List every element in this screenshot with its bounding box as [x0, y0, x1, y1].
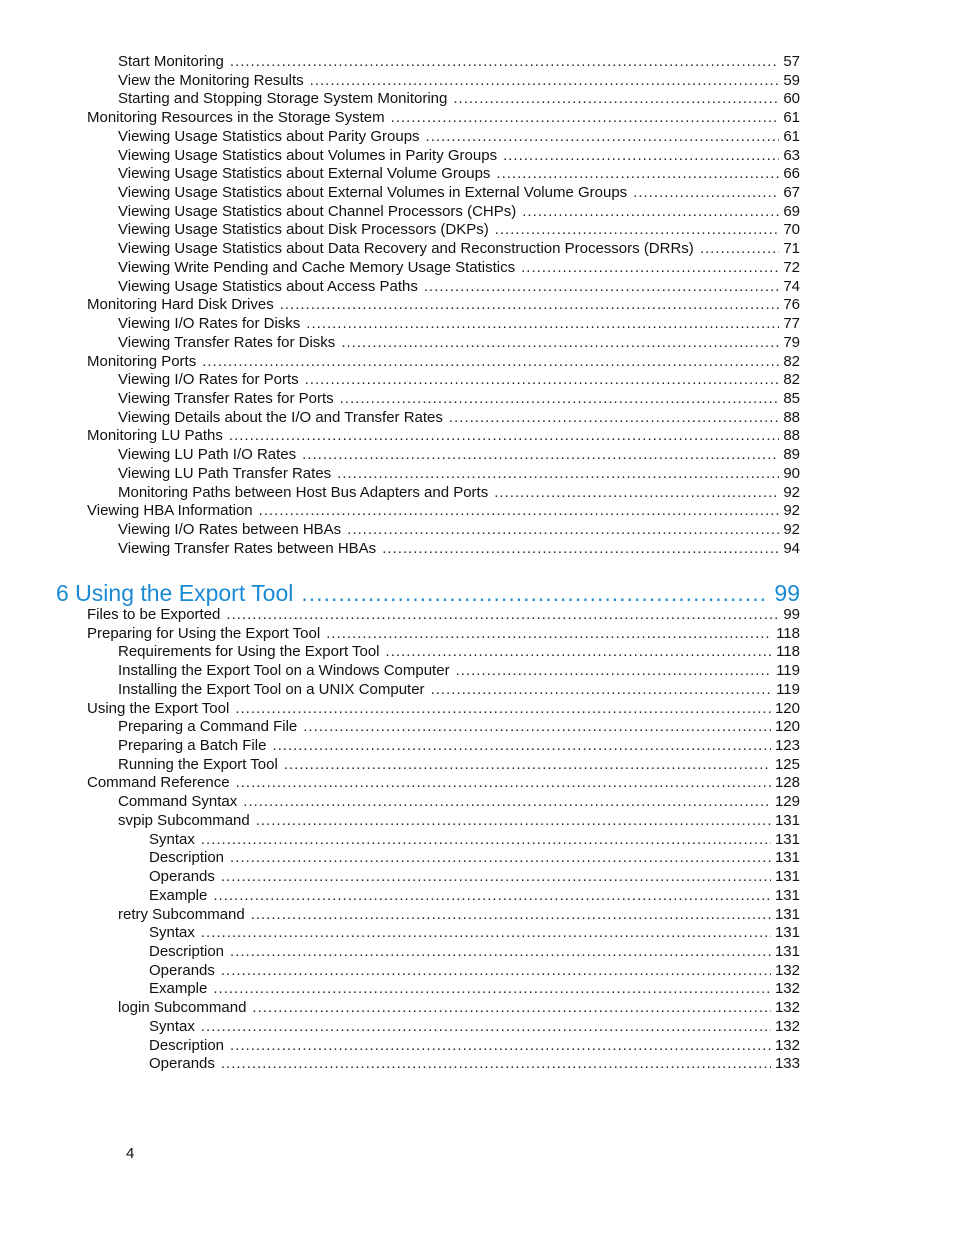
leader-dots — [201, 831, 771, 850]
toc-entry-title: Monitoring Hard Disk Drives — [87, 296, 274, 314]
leader-dots — [522, 203, 779, 222]
leader-dots — [426, 128, 780, 147]
leader-dots — [494, 484, 779, 503]
leader-dots — [337, 465, 779, 484]
leader-dots — [201, 924, 771, 943]
toc-entry-title: Starting and Stopping Storage System Monitoring — [118, 90, 448, 108]
toc-entry[interactable] — [118, 165, 800, 184]
toc-entry-title: svpip Subcommand — [118, 811, 250, 829]
toc-entry[interactable] — [118, 540, 800, 559]
toc-entry[interactable] — [118, 72, 800, 91]
toc-entry-page-number: 88 — [783, 427, 800, 445]
toc-entry[interactable] — [149, 924, 800, 943]
leader-dots — [235, 700, 771, 719]
leader-dots — [236, 774, 771, 793]
toc-entry-page-number: 131 — [774, 849, 800, 867]
leader-dots — [229, 427, 779, 446]
toc-entry-page-number: 63 — [783, 146, 800, 164]
leader-dots — [280, 296, 780, 315]
toc-entry[interactable] — [118, 718, 800, 737]
toc-entry-page-number: 99 — [783, 606, 800, 623]
leader-dots — [230, 53, 779, 72]
toc-entry-page-number: 132 — [774, 1017, 800, 1035]
toc-entry[interactable] — [87, 296, 800, 315]
toc-entry[interactable] — [149, 887, 800, 906]
leader-dots — [221, 868, 771, 887]
toc-entry-title: View the Monitoring Results — [118, 71, 304, 89]
toc-entry[interactable] — [149, 1037, 800, 1056]
toc-entry-page-number: 82 — [783, 371, 800, 389]
chapter-page-number: 99 — [774, 580, 800, 606]
toc-entry[interactable] — [118, 203, 800, 222]
leader-dots — [496, 165, 779, 184]
toc-entry-title: Operands — [149, 1055, 215, 1073]
toc-entry[interactable] — [149, 831, 800, 850]
leader-dots — [252, 999, 771, 1018]
toc-entry-title: Operands — [149, 868, 215, 886]
leader-dots — [256, 812, 771, 831]
leader-dots — [456, 662, 773, 681]
toc-entry-title: Viewing LU Path Transfer Rates — [118, 464, 332, 482]
leader-dots — [213, 887, 771, 906]
toc-entry-title: login Subcommand — [118, 999, 247, 1017]
toc-entry-title: Running the Export Tool — [118, 755, 278, 773]
toc-entry[interactable] — [118, 812, 800, 831]
toc-entry[interactable] — [149, 868, 800, 887]
toc-entry-title: Syntax — [149, 830, 195, 848]
toc-entry-title: Installing the Export Tool on a Windows Computer — [118, 662, 450, 680]
toc-entry-title: Viewing Usage Statistics about Disk Processors (DKPs) — [118, 221, 489, 239]
toc-entry-title: Description — [149, 849, 225, 867]
leader-dots — [382, 540, 779, 559]
leader-dots — [221, 1055, 771, 1074]
leader-dots — [272, 737, 771, 756]
toc-entry-page-number: 76 — [783, 296, 800, 314]
toc-entry-page-number: 118 — [776, 624, 800, 642]
toc-list-bottom — [0, 606, 954, 1074]
toc-entry[interactable] — [118, 278, 800, 297]
toc-entry-page-number: 77 — [783, 315, 800, 333]
toc-entry-page-number: 118 — [776, 643, 800, 661]
leader-dots — [221, 962, 771, 981]
toc-entry[interactable] — [149, 849, 800, 868]
toc-entry[interactable] — [118, 643, 800, 662]
toc-entry-page-number: 92 — [783, 483, 800, 501]
toc-entry-page-number: 123 — [774, 737, 800, 755]
toc-entry[interactable] — [118, 128, 800, 147]
toc-entry[interactable] — [87, 625, 800, 644]
toc-entry-page-number: 94 — [783, 539, 800, 557]
toc-entry-page-number: 131 — [774, 924, 800, 942]
toc-entry[interactable] — [118, 184, 800, 203]
toc-entry-page-number: 120 — [774, 699, 800, 717]
toc-entry-page-number: 129 — [774, 793, 800, 811]
leader-dots — [202, 353, 779, 372]
toc-entry-page-number: 89 — [783, 446, 800, 464]
toc-entry-page-number: 82 — [783, 352, 800, 370]
leader-dots — [700, 240, 780, 259]
leader-dots — [633, 184, 779, 203]
toc-entry-page-number: 132 — [774, 961, 800, 979]
chapter-heading-link[interactable] — [56, 578, 800, 608]
toc-entry-title: Preparing for Using the Export Tool — [87, 624, 321, 642]
toc-entry-page-number: 120 — [774, 718, 800, 736]
toc-entry-title: Preparing a Batch File — [118, 737, 267, 755]
toc-entry-title: Viewing I/O Rates for Ports — [118, 371, 299, 389]
toc-entry-page-number: 132 — [774, 1036, 800, 1054]
leader-dots — [453, 90, 779, 109]
toc-entry[interactable] — [118, 465, 800, 484]
toc-entry[interactable] — [118, 793, 800, 812]
toc-entry-page-number: 131 — [774, 811, 800, 829]
toc-entry-title: Viewing Usage Statistics about Volumes in Parity Groups — [118, 146, 498, 164]
toc-entry-page-number: 131 — [774, 868, 800, 886]
toc-entry[interactable] — [118, 906, 800, 925]
toc-entry-page-number: 133 — [774, 1055, 800, 1073]
toc-entry[interactable] — [149, 962, 800, 981]
toc-entry[interactable] — [118, 315, 800, 334]
toc-entry-title: Syntax — [149, 924, 195, 942]
toc-entry-title: retry Subcommand — [118, 905, 245, 923]
toc-entry[interactable] — [118, 53, 800, 72]
toc-entry-title: Description — [149, 942, 225, 960]
toc-entry[interactable] — [118, 999, 800, 1018]
toc-entry-page-number: 128 — [774, 774, 800, 792]
leader-dots — [347, 521, 779, 540]
toc-entry-page-number: 61 — [783, 127, 800, 145]
page-number: 4 — [126, 1145, 135, 1162]
leader-dots — [303, 718, 771, 737]
toc-entry-title: Viewing Write Pending and Cache Memory Usage Statistics — [118, 258, 516, 276]
toc-entry[interactable] — [118, 240, 800, 259]
toc-entry-title: Files to be Exported — [87, 606, 221, 623]
leader-dots — [251, 906, 771, 925]
leader-dots — [305, 371, 780, 390]
leader-dots — [386, 643, 773, 662]
leader-dots — [243, 793, 771, 812]
leader-dots — [424, 278, 779, 297]
toc-entry[interactable] — [87, 427, 800, 446]
toc-entry-title: Monitoring Resources in the Storage System — [87, 109, 385, 127]
toc-entry[interactable] — [118, 371, 800, 390]
toc-entry-page-number: 72 — [783, 258, 800, 276]
toc-entry[interactable] — [118, 446, 800, 465]
toc-entry-page-number: 61 — [783, 109, 800, 127]
leader-dots — [326, 625, 772, 644]
toc-entry-title: Viewing Usage Statistics about Parity Groups — [118, 127, 420, 145]
toc-entry-title: Preparing a Command File — [118, 718, 298, 736]
toc-entry[interactable] — [118, 681, 800, 700]
toc-entry-page-number: 119 — [776, 662, 800, 680]
toc-entry-title: Viewing Usage Statistics about Data Recovery and Reconstruction Processors (DRRs) — [118, 240, 694, 258]
toc-entry-page-number: 119 — [776, 680, 800, 698]
toc-entry-title: Syntax — [149, 1017, 195, 1035]
toc-entry-title: Monitoring Ports — [87, 352, 197, 370]
toc-entry-title: Using the Export Tool — [87, 699, 230, 717]
leader-dots — [503, 147, 779, 166]
leader-dots — [310, 72, 780, 91]
toc-entry-title: Viewing Transfer Rates for Disks — [118, 333, 336, 351]
toc-entry[interactable] — [87, 774, 800, 793]
toc-entry-page-number: 131 — [774, 905, 800, 923]
leader-dots — [431, 681, 773, 700]
toc-entry-title: Command Syntax — [118, 793, 238, 811]
toc-entry[interactable] — [87, 109, 800, 128]
toc-entry[interactable] — [118, 90, 800, 109]
leader-dots — [201, 1018, 771, 1037]
leader-dots — [521, 259, 779, 278]
toc-entry-page-number: 67 — [783, 184, 800, 202]
toc-entry[interactable] — [149, 943, 800, 962]
toc-entry[interactable] — [118, 662, 800, 681]
toc-list-top — [0, 53, 954, 558]
leader-dots — [230, 1037, 771, 1056]
toc-entry-title: Monitoring Paths between Host Bus Adapters and Ports — [118, 483, 489, 501]
leader-dots — [301, 578, 768, 608]
toc-entry-title: Viewing I/O Rates between HBAs — [118, 520, 342, 538]
leader-dots — [230, 943, 771, 962]
toc-entry-title: Viewing Usage Statistics about Channel Processors (CHPs) — [118, 202, 517, 220]
toc-entry-page-number: 92 — [783, 502, 800, 520]
toc-entry-page-number: 88 — [783, 408, 800, 426]
toc-entry-page-number: 79 — [783, 333, 800, 351]
toc-entry[interactable] — [118, 521, 800, 540]
toc-entry[interactable] — [118, 221, 800, 240]
toc-entry-page-number: 125 — [774, 755, 800, 773]
toc-entry[interactable] — [118, 756, 800, 775]
leader-dots — [259, 502, 780, 521]
leader-dots — [213, 980, 771, 999]
chapter-title: 6 Using the Export Tool — [56, 580, 294, 606]
leader-dots — [226, 606, 779, 625]
leader-dots — [302, 446, 779, 465]
toc-entry-title: Viewing I/O Rates for Disks — [118, 315, 301, 333]
toc-entry-page-number: 59 — [783, 71, 800, 89]
toc-entry-title: Viewing Usage Statistics about Access Paths — [118, 277, 418, 295]
toc-entry[interactable] — [118, 334, 800, 353]
toc-entry-title: Viewing Usage Statistics about External Volumes in External Volume Groups — [118, 184, 628, 202]
toc-entry-page-number: 60 — [783, 90, 800, 108]
toc-entry-page-number: 90 — [783, 464, 800, 482]
toc-entry-page-number: 132 — [774, 999, 800, 1017]
leader-dots — [341, 334, 779, 353]
toc-entry-title: Example — [149, 886, 208, 904]
toc-entry[interactable] — [87, 502, 800, 521]
toc-entry[interactable] — [118, 259, 800, 278]
toc-entry[interactable] — [118, 484, 800, 503]
leader-dots — [306, 315, 779, 334]
toc-entry-page-number: 69 — [783, 202, 800, 220]
toc-entry-title: Operands — [149, 961, 215, 979]
toc-entry-title: Command Reference — [87, 774, 230, 792]
leader-dots — [495, 221, 780, 240]
toc-entry-title: Viewing Transfer Rates for Ports — [118, 389, 334, 407]
toc-entry[interactable] — [118, 390, 800, 409]
toc-entry-title: Viewing Transfer Rates between HBAs — [118, 539, 377, 557]
toc-entry[interactable] — [149, 980, 800, 999]
toc-entry-title: Viewing Usage Statistics about External Volume Groups — [118, 165, 491, 183]
toc-entry-page-number: 131 — [774, 886, 800, 904]
toc-entry-page-number: 66 — [783, 165, 800, 183]
toc-entry-page-number: 71 — [783, 240, 800, 258]
toc-entry[interactable] — [118, 409, 800, 428]
toc-entry-title: Viewing LU Path I/O Rates — [118, 446, 297, 464]
toc-entry-title: Monitoring LU Paths — [87, 427, 223, 445]
toc-entry-page-number: 57 — [783, 53, 800, 70]
toc-entry-title: Example — [149, 980, 208, 998]
leader-dots — [340, 390, 780, 409]
toc-entry-page-number: 132 — [774, 980, 800, 998]
toc-entry-page-number: 85 — [783, 389, 800, 407]
toc-entry[interactable] — [149, 1055, 800, 1074]
toc-entry-title: Viewing HBA Information — [87, 502, 253, 520]
toc-entry-page-number: 92 — [783, 520, 800, 538]
toc-entry[interactable] — [118, 737, 800, 756]
leader-dots — [449, 409, 779, 428]
toc-entry[interactable] — [118, 147, 800, 166]
leader-dots — [284, 756, 771, 775]
toc-entry-page-number: 131 — [774, 830, 800, 848]
toc-entry-title: Installing the Export Tool on a UNIX Computer — [118, 680, 425, 698]
leader-dots — [391, 109, 780, 128]
toc-entry[interactable] — [87, 353, 800, 372]
toc-entry-page-number: 74 — [783, 277, 800, 295]
toc-entry[interactable] — [149, 1018, 800, 1037]
toc-entry[interactable] — [87, 606, 800, 625]
toc-entry-title: Start Monitoring — [118, 53, 224, 70]
toc-entry[interactable] — [87, 700, 800, 719]
toc-entry-title: Requirements for Using the Export Tool — [118, 643, 380, 661]
toc-entry-title: Viewing Details about the I/O and Transfer Rates — [118, 408, 443, 426]
leader-dots — [230, 849, 771, 868]
toc-entry-title: Description — [149, 1036, 225, 1054]
toc-entry-page-number: 70 — [783, 221, 800, 239]
toc-entry-page-number: 131 — [774, 942, 800, 960]
